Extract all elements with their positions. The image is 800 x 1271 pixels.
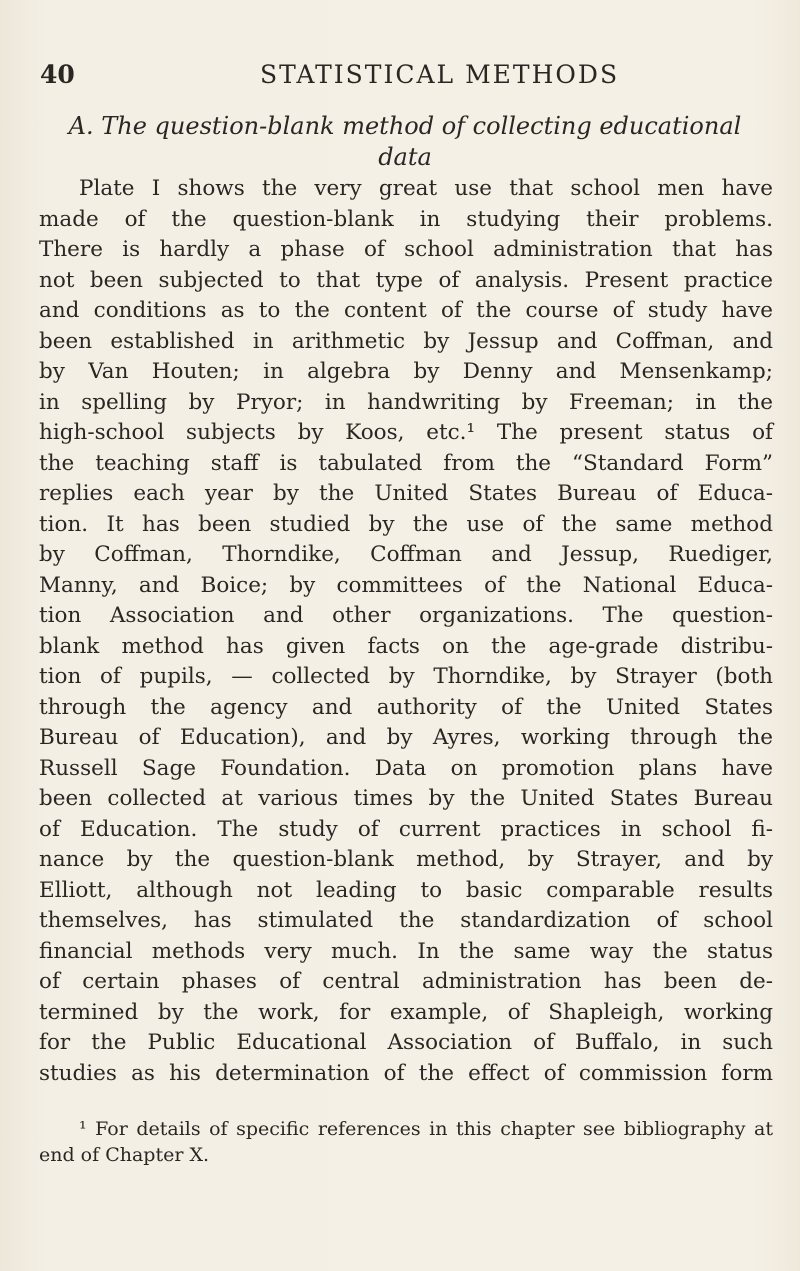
paragraph-line: been collected at various times by the United States Bureau	[39, 786, 773, 811]
footnote-line-1: ¹ For details of specific references in this chapter see bibliography at	[79, 1118, 773, 1140]
paragraph-line: for the Public Educational Association of Buffalo, in such	[39, 1030, 773, 1055]
paragraph-line: not been subjected to that type of analysis. Present practice	[39, 267, 773, 293]
paragraph-line: Russell Sage Foundation. Data on promotion plans have	[39, 755, 773, 781]
paragraph-line: Plate I shows the very great use that school men have	[79, 176, 773, 201]
paragraph-line: tion. It has been studied by the use of the same method	[39, 511, 773, 537]
paragraph-line: themselves, has stimulated the standardization of school	[39, 908, 773, 933]
paragraph-line: termined by the work, for example, of Shapleigh, working	[39, 999, 773, 1025]
page-number: 40	[40, 60, 75, 89]
paragraph-line: of Education. The study of current practices in school fi-	[39, 816, 773, 842]
paragraph-line: high-school subjects by Koos, etc.¹ The present status of	[39, 420, 773, 445]
paragraph-line: and conditions as to the content of the course of study have	[39, 298, 773, 323]
paragraph-line: studies as his determination of the effect of commission form	[39, 1060, 773, 1086]
paragraph-line: the teaching staff is tabulated from the “Standard Form”	[39, 450, 773, 476]
paragraph-line: replies each year by the United States Bureau of Educa-	[39, 481, 773, 506]
paragraph-line: by Coffman, Thorndike, Coffman and Jessup, Ruediger,	[39, 542, 773, 567]
paragraph-line: nance by the question-blank method, by Strayer, and by	[39, 847, 773, 872]
paragraph-line: Bureau of Education), and by Ayres, working through the	[39, 725, 773, 750]
paragraph-line: through the agency and authority of the United States	[39, 694, 773, 720]
paragraph-line: Manny, and Boice; by committees of the National Educa-	[39, 572, 773, 598]
paragraph-line: tion of pupils, — collected by Thorndike, by Strayer (both	[39, 664, 773, 689]
paragraph-line: tion Association and other organizations. The question-	[39, 603, 773, 628]
paragraph-line: in spelling by Pryor; in handwriting by Freeman; in the	[39, 389, 773, 415]
paragraph-line: been established in arithmetic by Jessup and Coffman, and	[39, 328, 773, 354]
footnote-line-2: end of Chapter X.	[39, 1144, 210, 1166]
section-title	[40, 111, 770, 173]
running-head: STATISTICAL METHODS	[260, 60, 620, 89]
paragraph-line: Elliott, although not leading to basic comparable results	[39, 877, 773, 903]
paragraph-line: made of the question-blank in studying their problems.	[39, 206, 773, 232]
footnote	[39, 1116, 773, 1168]
section-title-line-2: data	[378, 143, 432, 171]
paragraph-line: financial methods very much. In the same way the status	[39, 938, 773, 964]
section-title-line-1: A. The question-blank method of collecting educational	[68, 112, 742, 140]
paragraph-line: by Van Houten; in algebra by Denny and Mensenkamp;	[39, 359, 773, 384]
paragraph-line: There is hardly a phase of school administration that has	[39, 237, 773, 262]
page-header	[40, 60, 780, 96]
paragraph-line: of certain phases of central administration has been de-	[39, 969, 773, 994]
body-paragraph	[39, 174, 773, 1089]
paragraph-line: blank method has given facts on the age-grade distribu-	[39, 633, 773, 659]
